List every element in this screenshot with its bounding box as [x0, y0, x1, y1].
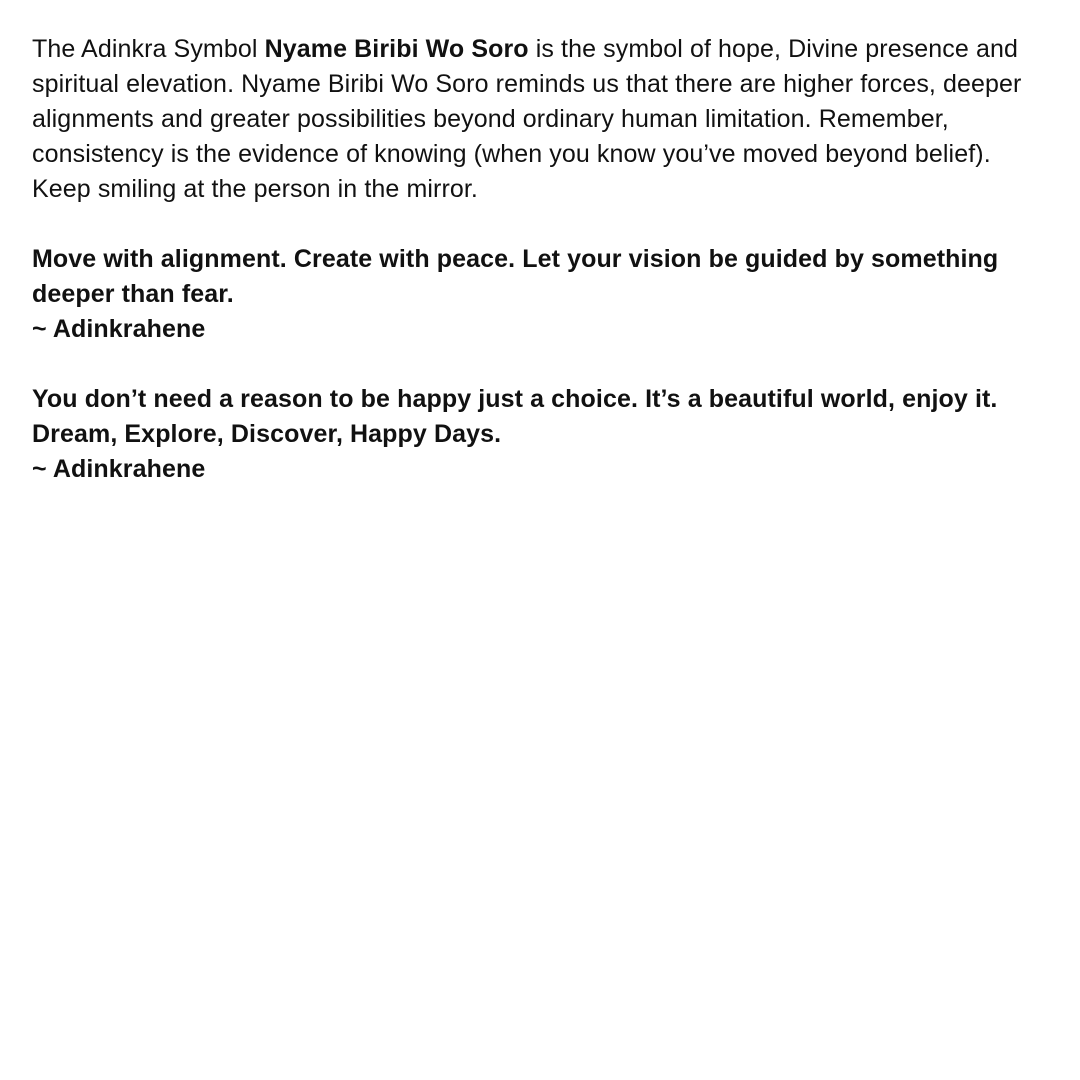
- quote-block-1: [32, 242, 1042, 347]
- intro-prefix: The Adinkra Symbol: [32, 35, 265, 63]
- post-text-content: [32, 32, 1042, 487]
- quote-text: You don’t need a reason to be happy just a choice. It’s a beautiful world, enjoy it. Dream, Explore, Discover, Happy Days.: [32, 385, 998, 448]
- intro-paragraph: [32, 32, 1042, 207]
- intro-description: is the symbol of hope, Divine presence and spiritual elevation. Nyame Biribi Wo Soro reminds us that there are higher forces, deeper alignments and greater possibilities beyond ordinary human limitation. Remember, consistency is the evidence of knowing (when you know you’ve moved beyond belief). Keep smiling at the person in the mirror.: [32, 35, 1022, 203]
- quote-author: ~ Adinkrahene: [32, 315, 206, 343]
- quote-text: Move with alignment. Create with peace. Let your vision be guided by something deeper than fear.: [32, 245, 999, 308]
- quote-block-2: [32, 382, 1042, 487]
- quote-author: ~ Adinkrahene: [32, 455, 206, 483]
- symbol-name: Nyame Biribi Wo Soro: [264, 35, 529, 63]
